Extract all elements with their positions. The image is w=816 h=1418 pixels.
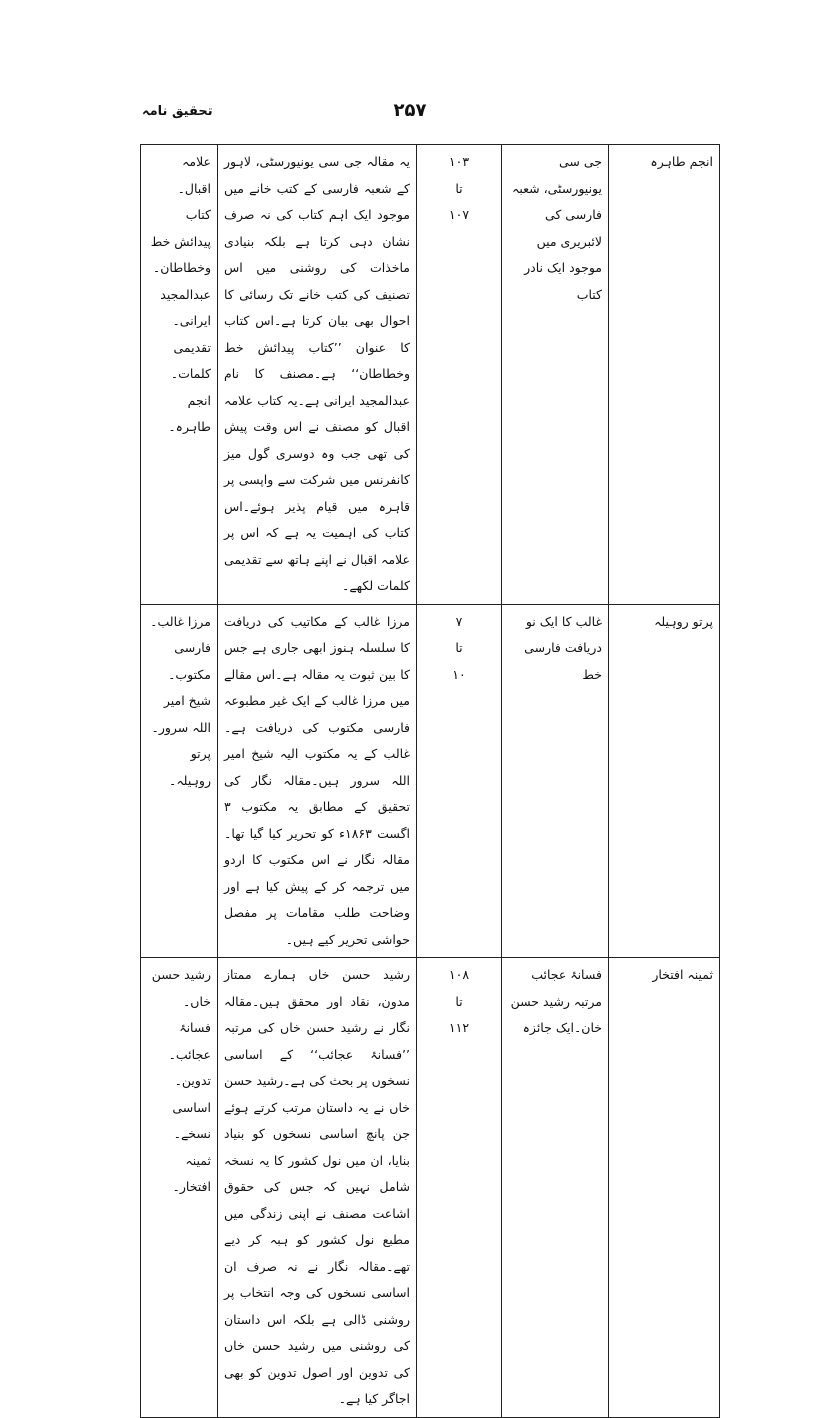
title-cell [502,958,609,1418]
page-range-word: تا [455,640,463,655]
page-end: ۱۰۷ [448,207,470,222]
page-start: ۱۰۸ [448,967,470,982]
page-number: ۲۵۷ [393,100,427,121]
keyword: فسانۂ عجائب۔ [168,1020,211,1062]
page-range-word: تا [455,993,463,1009]
keyword: تدوین۔اساسی [172,1073,211,1115]
keyword: انجم طاہرہ۔ [168,392,211,434]
table-row [141,145,720,605]
summary-cell [218,145,417,605]
author-name: پرتو روہیلہ [654,613,713,629]
article-summary: مرزا غالب کے مکاتیب کی دریافت کا سلسلہ ہنوز ابھی جاری ہے جس کا بین ثبوت یہ مقالہ ہے۔اس مقالے میں مرزا غالب کے ایک غیر مطبوعہ فارسی مکتوب کی دریافت ہے۔غالب کے یہ مکتوب الیہ شیخ امیر اللہ سرور ہیں۔مقالہ نگار کی تحقیق کے مطابق یہ مکتوب ۳ اگست ۱۸۶۳ء کو تحریر کیا گیا تھا۔مقالہ نگار نے اس مکتوب کا اردو میں ترجمہ کر کے پیش کیا ہے اور وضاحت طلب مقامات پر مفصل حواشی تحریر کیے ہیں۔ [224,613,410,947]
pages-cell [417,145,502,605]
summary-cell [218,958,417,1418]
page-start: ۱۰۳ [448,154,470,169]
keyword: رشید حسن خاں۔ [151,967,211,1009]
keywords-cell [141,604,218,958]
author-cell [609,145,720,605]
summary-cell [218,604,417,958]
journal-name: تحقیق نامہ [142,104,213,119]
keyword: عبدالمجید ایرانی۔ [160,286,211,328]
keyword: مکتوب۔شیخ امیر [163,666,211,708]
keyword: اللہ سرور۔ [151,719,211,735]
article-summary: رشید حسن خاں ہمارے ممتاز مدون، نقاد اور محقق ہیں۔مقالہ نگار نے رشید حسن خاں کی مرتبہ ’’فسانۂ عجائب‘‘ کے اساسی نسخوں پر بحث کی ہے۔رشید حسن خاں نے یہ داستان مرتب کرتے ہوئے جن پانچ اساسی نسخوں کو بنیاد بنایا، ان میں نول کشور کا یہ نسخہ شامل نہیں کہ جس کی حقوق اشاعت مصنف نے اپنی زندگی میں مطبع نول کشور کو ہبہ کر دیے تھے۔مقالہ نگار نے نہ صرف ان اساسی نسخوں کی وجہ انتخاب پر روشنی ڈالی ہے بلکہ اس داستان کی روشنی میں رشید حسن خاں کی تدوین اور اصول تدوین کو بھی اجاگر کیا ہے۔ [224,967,410,1406]
article-index-table [140,144,720,1418]
page-end: ۱۱۲ [448,1020,470,1035]
author-name: انجم طاہرہ [650,154,713,169]
article-title: غالب کا ایک نو دریافت فارسی خط [524,613,602,682]
page-start: ۷ [455,613,463,629]
keyword: مرزا غالب۔ فارسی [150,613,211,655]
article-summary: یہ مقالہ جی سی یونیورسٹی، لاہور کے شعبہ فارسی کے کتب خانے میں موجود ایک اہم کتاب کی نہ صرف نشان دہی کرتا ہے بلکہ بنیادی ماخذات کی روشنی میں اس تصنیف کی کتب خانے تک رسائی کا احوال بھی بیان کرتا ہے۔اس کتاب کا عنوان ’’کتاب پیدائش خط وخطاطان‘‘ ہے۔مصنف کا نام عبدالمجید ایرانی ہے۔یہ کتاب علامہ اقبال کو مصنف نے اس وقت پیش کی تھی جب وہ دوسری گول میز کانفرنس میں شرکت سے واپسی پر قاہرہ میں قیام پذیر ہوئے۔اس کتاب کی اہمیت یہ ہے کہ اس پر علامہ اقبال نے اپنے ہاتھ سے تقدیمی کلمات لکھے۔ [224,154,410,593]
article-title: فسانۂ عجائب مرتبہ رشید حسن خان۔ایک جائزہ [510,967,602,1035]
author-cell [609,604,720,958]
keyword: پرتو روہیلہ۔ [169,746,211,788]
author-cell [609,958,720,1418]
table-row [141,604,720,958]
title-cell [502,145,609,605]
keywords-cell [141,958,218,1418]
article-title: جی سی یونیورسٹی، شعبہ فارسی کی لائبریری میں موجود ایک نادر کتاب [512,154,602,302]
title-cell [502,604,609,958]
table-row [141,958,720,1418]
pages-cell [417,604,502,958]
keyword: تقدیمی کلمات۔ [170,339,211,381]
keyword: علامہ اقبال۔ [177,154,211,196]
keyword: وخطاطان۔ [152,260,211,275]
pages-cell [417,958,502,1418]
keyword: ثمینہ افتخار۔ [172,1152,211,1194]
keywords-cell [141,145,218,605]
running-head [140,100,680,130]
page-end: ۱۰ [452,666,466,682]
keyword: کتاب پیدائش خط [150,207,211,249]
author-name: ثمینہ افتخار [652,967,713,982]
page-range-word: تا [455,180,463,196]
keyword: نسخے۔ [173,1126,211,1141]
